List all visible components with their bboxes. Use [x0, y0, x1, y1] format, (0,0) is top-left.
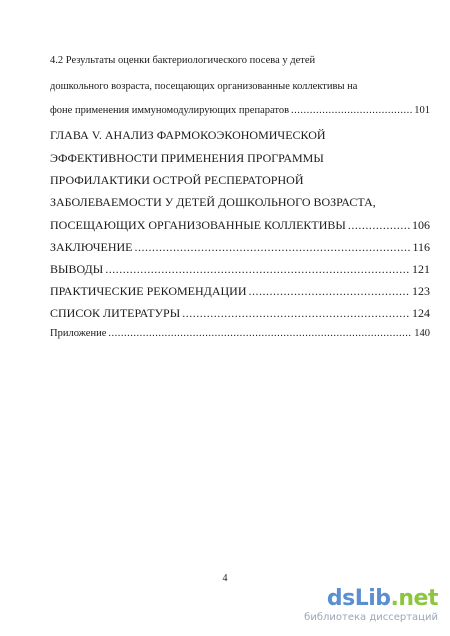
toc-leader-dots: [108, 329, 412, 340]
page-number: 4: [222, 573, 228, 584]
toc-leader-dots: [249, 285, 411, 297]
toc-chapter-5-line2: ЭФФЕКТИВНОСТИ ПРИМЕНЕНИЯ ПРОГРАММЫ: [50, 151, 324, 165]
watermark-logo-main: dsLib: [326, 586, 391, 611]
toc-entry-4-2-line2: дошкольного возраста, посещающих организованные коллективы на: [50, 81, 358, 92]
toc-chapter-5-line3: ПРОФИЛАКТИКИ ОСТРОЙ РЕСПЕРАТОРНОЙ: [50, 173, 304, 187]
toc-entry-4-2-line3: [50, 106, 430, 117]
toc-leader-dots: [291, 106, 412, 117]
toc-entry-findings: [50, 263, 430, 275]
toc-page-number: 106: [412, 218, 430, 232]
watermark-logo: [288, 588, 438, 610]
toc-entry-references: [50, 307, 430, 319]
toc-page-number: 121: [412, 262, 430, 276]
toc-leader-dots: [182, 307, 410, 319]
toc-entry-recommendations: [50, 285, 430, 297]
toc-leader-dots: [135, 241, 411, 253]
toc-page-number: 124: [412, 306, 430, 320]
toc-entry-title: ПРАКТИЧЕСКИЕ РЕКОМЕНДАЦИИ: [50, 284, 247, 298]
toc-page-number: 101: [414, 105, 430, 116]
toc-entry-4-2-line1: 4.2 Результаты оценки бактериологического посева у детей: [50, 55, 316, 66]
toc-chapter-5-line4: ЗАБОЛЕВАЕМОСТИ У ДЕТЕЙ ДОШКОЛЬНОГО ВОЗРАСТА,: [50, 195, 376, 209]
toc-entry-conclusion: [50, 241, 430, 253]
toc-entry-title: Приложение: [50, 328, 107, 339]
toc-entry-title: фоне применения иммуномодулирующих препаратов: [50, 105, 290, 116]
watermark-logo-accent: .net: [390, 586, 438, 611]
toc-entry-title: СПИСОК ЛИТЕРАТУРЫ: [50, 306, 181, 320]
watermark: [288, 588, 438, 623]
toc-page-number: 116: [412, 240, 430, 254]
toc-chapter-5-line1: ГЛАВА V. АНАЛИЗ ФАРМОКОЭКОНОМИЧЕСКОЙ: [50, 128, 326, 142]
toc-leader-dots: [348, 219, 410, 231]
toc-chapter-5-line5: [50, 219, 430, 231]
toc-entry-title: ЗАКЛЮЧЕНИЕ: [50, 240, 133, 254]
toc-page-number: 123: [412, 284, 430, 298]
toc-leader-dots: [105, 263, 410, 275]
toc-entry-appendix: [50, 329, 430, 340]
toc-entry-title: ПОСЕЩАЮЩИХ ОРГАНИЗОВАННЫЕ КОЛЛЕКТИВЫ: [50, 218, 346, 232]
watermark-subtitle: библиотека диссертаций: [304, 612, 438, 623]
toc-page-number: 140: [414, 328, 430, 339]
toc-entry-title: ВЫВОДЫ: [50, 262, 104, 276]
